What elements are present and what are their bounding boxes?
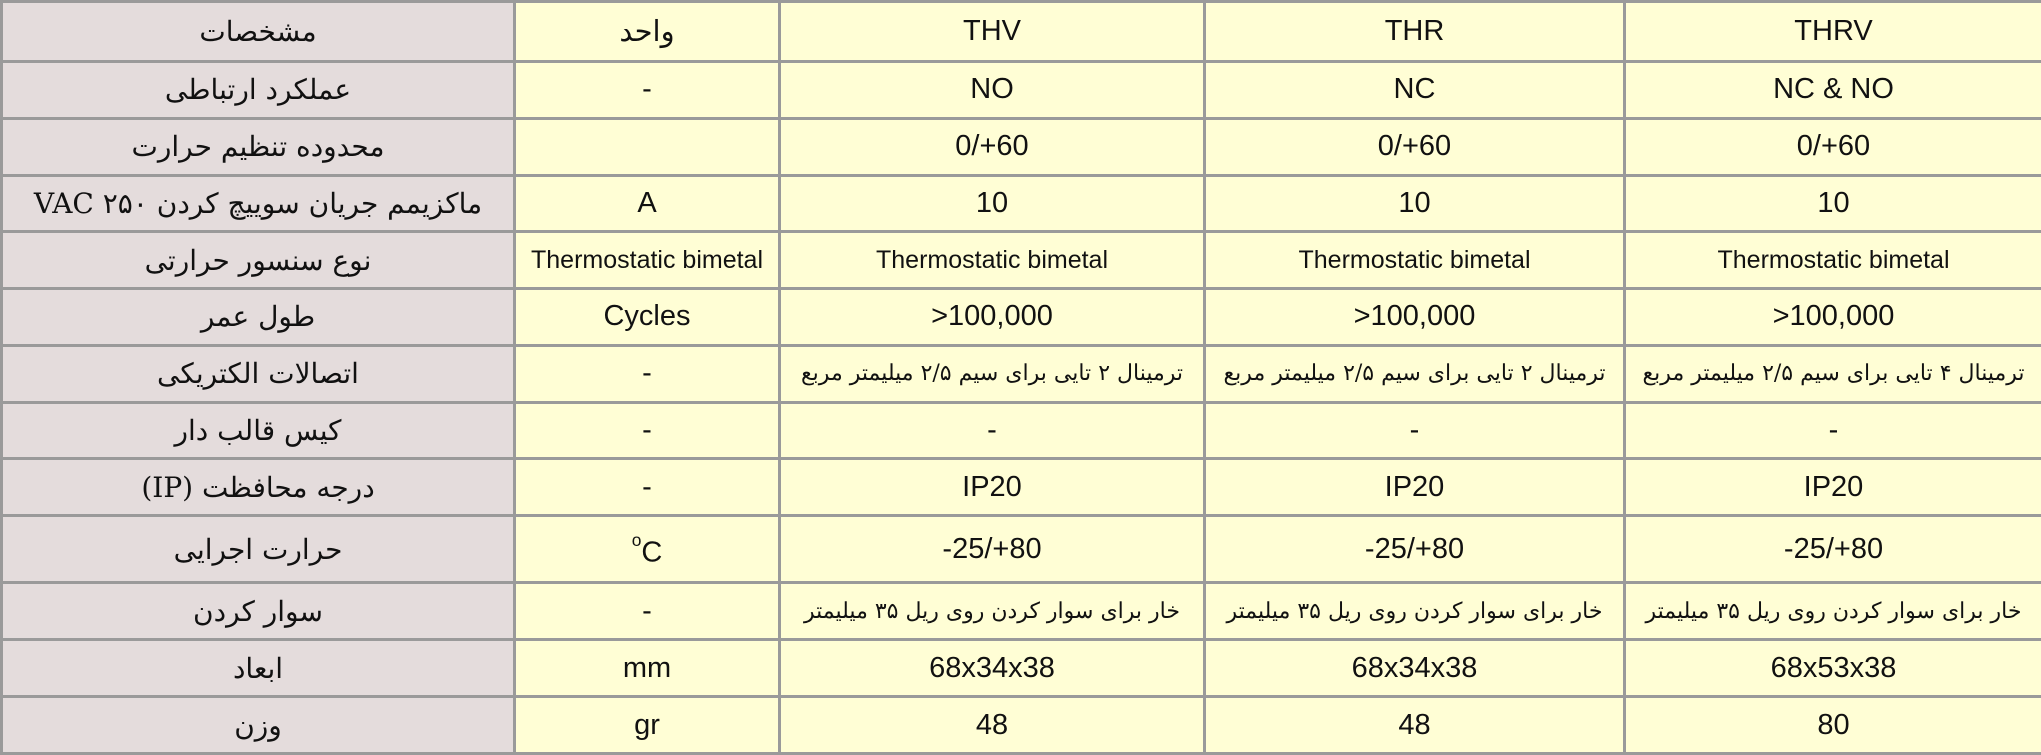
row-value: -	[1625, 402, 2041, 459]
row-label: ابعاد	[2, 640, 515, 697]
table-row	[2, 402, 2041, 459]
row-value: ترمینال ۲ تایی برای سیم ۲/۵ میلیمتر مربع	[1205, 345, 1625, 402]
row-unit: A	[515, 175, 780, 232]
row-label: عملکرد ارتباطی	[2, 61, 515, 118]
row-value: IP20	[780, 459, 1205, 516]
row-value: خار برای سوار کردن روی ریل ۳۵ میلیمتر	[1625, 583, 2041, 640]
row-unit: mm	[515, 640, 780, 697]
table-row	[2, 61, 2041, 118]
row-label: درجه محافظت (IP)	[2, 459, 515, 516]
row-label: محدوده تنظیم حرارت	[2, 118, 515, 175]
row-value: 10	[1205, 175, 1625, 232]
row-value: -	[780, 402, 1205, 459]
row-value: -25/+80	[1625, 516, 2041, 583]
header-model-thv: THV	[780, 2, 1205, 62]
row-label: وزن	[2, 697, 515, 754]
row-value: 80	[1625, 697, 2041, 754]
row-value: 10	[1625, 175, 2041, 232]
table-row	[2, 583, 2041, 640]
row-label: نوع سنسور حرارتی	[2, 232, 515, 289]
row-unit-celsius	[515, 516, 780, 583]
row-value: 10	[780, 175, 1205, 232]
row-label: حرارت اجرایی	[2, 516, 515, 583]
row-value: NO	[780, 61, 1205, 118]
row-unit: -	[515, 345, 780, 402]
row-value: 68x34x38	[780, 640, 1205, 697]
row-value: 0/+60	[1205, 118, 1625, 175]
row-label: سوار کردن	[2, 583, 515, 640]
row-value: Thermostatic bimetal	[1205, 232, 1625, 289]
row-value: 48	[780, 697, 1205, 754]
table-row	[2, 118, 2041, 175]
row-value: IP20	[1205, 459, 1625, 516]
row-value: -25/+80	[780, 516, 1205, 583]
row-unit-letter: C	[641, 536, 663, 569]
row-value: Thermostatic bimetal	[780, 232, 1205, 289]
row-value: NC & NO	[1625, 61, 2041, 118]
row-value: NC	[1205, 61, 1625, 118]
row-value: ترمینال ۴ تایی برای سیم ۲/۵ میلیمتر مربع	[1625, 345, 2041, 402]
row-unit: -	[515, 583, 780, 640]
row-unit: -	[515, 402, 780, 459]
header-label: مشخصات	[2, 2, 515, 62]
row-value: >100,000	[780, 289, 1205, 346]
row-label: ماکزیمم جریان سوییچ کردن ۲۵۰ VAC	[2, 175, 515, 232]
table-row	[2, 289, 2041, 346]
row-value: -25/+80	[1205, 516, 1625, 583]
row-value: ترمینال ۲ تایی برای سیم ۲/۵ میلیمتر مربع	[780, 345, 1205, 402]
row-value: 68x53x38	[1625, 640, 2041, 697]
table-row	[2, 345, 2041, 402]
row-value: >100,000	[1205, 289, 1625, 346]
row-unit	[515, 118, 780, 175]
row-label: اتصالات الکتریکی	[2, 345, 515, 402]
table-row	[2, 697, 2041, 754]
row-unit: gr	[515, 697, 780, 754]
table-row	[2, 175, 2041, 232]
degree-mark: o	[631, 529, 642, 550]
table-row	[2, 232, 2041, 289]
row-value: 0/+60	[1625, 118, 2041, 175]
row-unit: Thermostatic bimetal	[515, 232, 780, 289]
row-unit: -	[515, 459, 780, 516]
row-unit: Cycles	[515, 289, 780, 346]
header-unit: واحد	[515, 2, 780, 62]
row-value: -	[1205, 402, 1625, 459]
row-unit: -	[515, 61, 780, 118]
row-value: Thermostatic bimetal	[1625, 232, 2041, 289]
row-label: کیس قالب دار	[2, 402, 515, 459]
row-value: خار برای سوار کردن روی ریل ۳۵ میلیمتر	[780, 583, 1205, 640]
header-row	[2, 2, 2041, 62]
row-label: طول عمر	[2, 289, 515, 346]
row-value: 48	[1205, 697, 1625, 754]
row-value: 68x34x38	[1205, 640, 1625, 697]
table-row	[2, 516, 2041, 583]
row-value: IP20	[1625, 459, 2041, 516]
row-value: خار برای سوار کردن روی ریل ۳۵ میلیمتر	[1205, 583, 1625, 640]
header-model-thr: THR	[1205, 2, 1625, 62]
row-value: >100,000	[1625, 289, 2041, 346]
row-value: 0/+60	[780, 118, 1205, 175]
header-model-thrv: THRV	[1625, 2, 2041, 62]
table-row	[2, 640, 2041, 697]
table-row	[2, 459, 2041, 516]
